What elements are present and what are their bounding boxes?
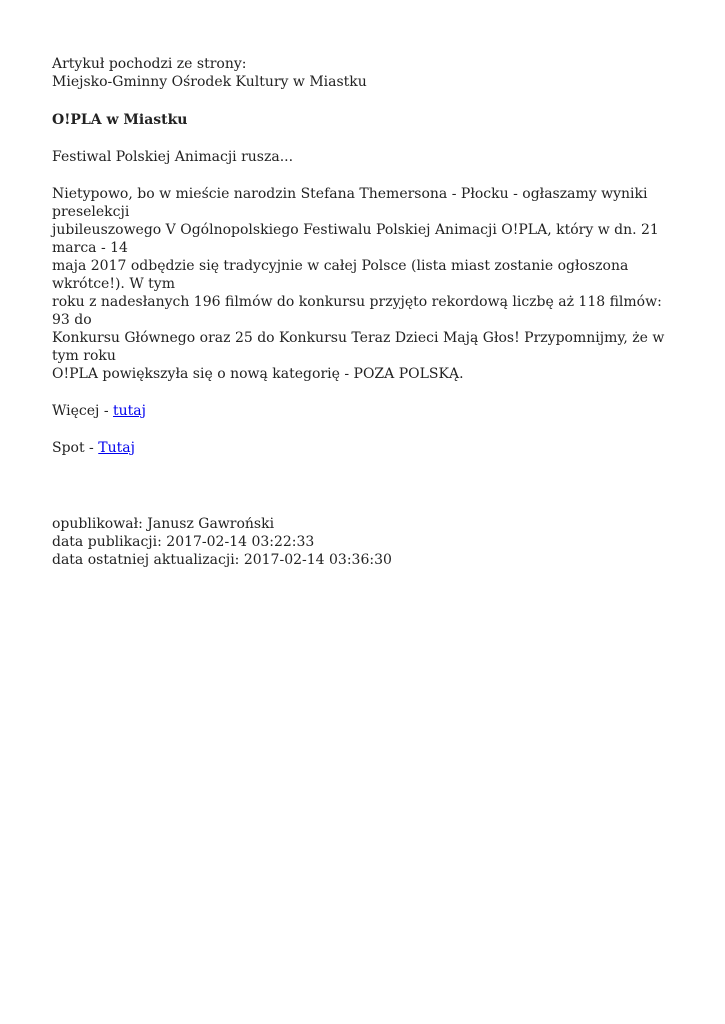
spot-link[interactable]: Tutaj	[98, 440, 135, 456]
body-line: O!PLA powiększyła się o nową kategorię - POZA POLSKĄ.	[52, 366, 464, 382]
more-prefix: Więcej -	[52, 403, 114, 419]
publication-meta	[52, 515, 672, 569]
article-title: O!PLA w Miastku	[52, 112, 188, 128]
body-line: jubileuszowego V Ogólnopolskiego Festiwalu Polskiej Animacji O!PLA, który w dn. 21 marca - 14	[52, 222, 659, 256]
article-lead: Festiwal Polskiej Animacji rusza...	[52, 149, 294, 165]
spot-prefix: Spot -	[52, 440, 99, 456]
published-date: data publikacji: 2017-02-14 03:22:33	[52, 534, 315, 550]
published-by: opublikował: Janusz Gawroński	[52, 516, 275, 532]
source-intro: Artykuł pochodzi ze strony:	[52, 56, 247, 72]
body-line: roku z nadesłanych 196 filmów do konkursu przyjęto rekordową liczbę aż 118 filmów: 93 do	[52, 294, 662, 328]
more-link[interactable]: tutaj	[113, 403, 146, 419]
body-line: Nietypowo, bo w mieście narodzin Stefana Themersona - Płocku - ogłaszamy wyniki preselekcji	[52, 186, 648, 220]
source-info	[52, 55, 672, 91]
updated-date: data ostatniej aktualizacji: 2017-02-14 03:36:30	[52, 552, 392, 568]
source-site-name: Miejsko-Gminny Ośrodek Kultury w Miastku	[52, 74, 367, 90]
more-line	[52, 402, 672, 420]
body-line: Konkursu Głównego oraz 25 do Konkursu Teraz Dzieci Mają Głos! Przypomnijmy, że w tym roku	[52, 330, 665, 364]
article-page	[52, 55, 672, 569]
article-body	[52, 185, 672, 383]
body-line: maja 2017 odbędzie się tradycyjnie w całej Polsce (lista miast zostanie ogłoszona wkrótce!). W tym	[52, 258, 629, 292]
spot-line	[52, 439, 672, 457]
